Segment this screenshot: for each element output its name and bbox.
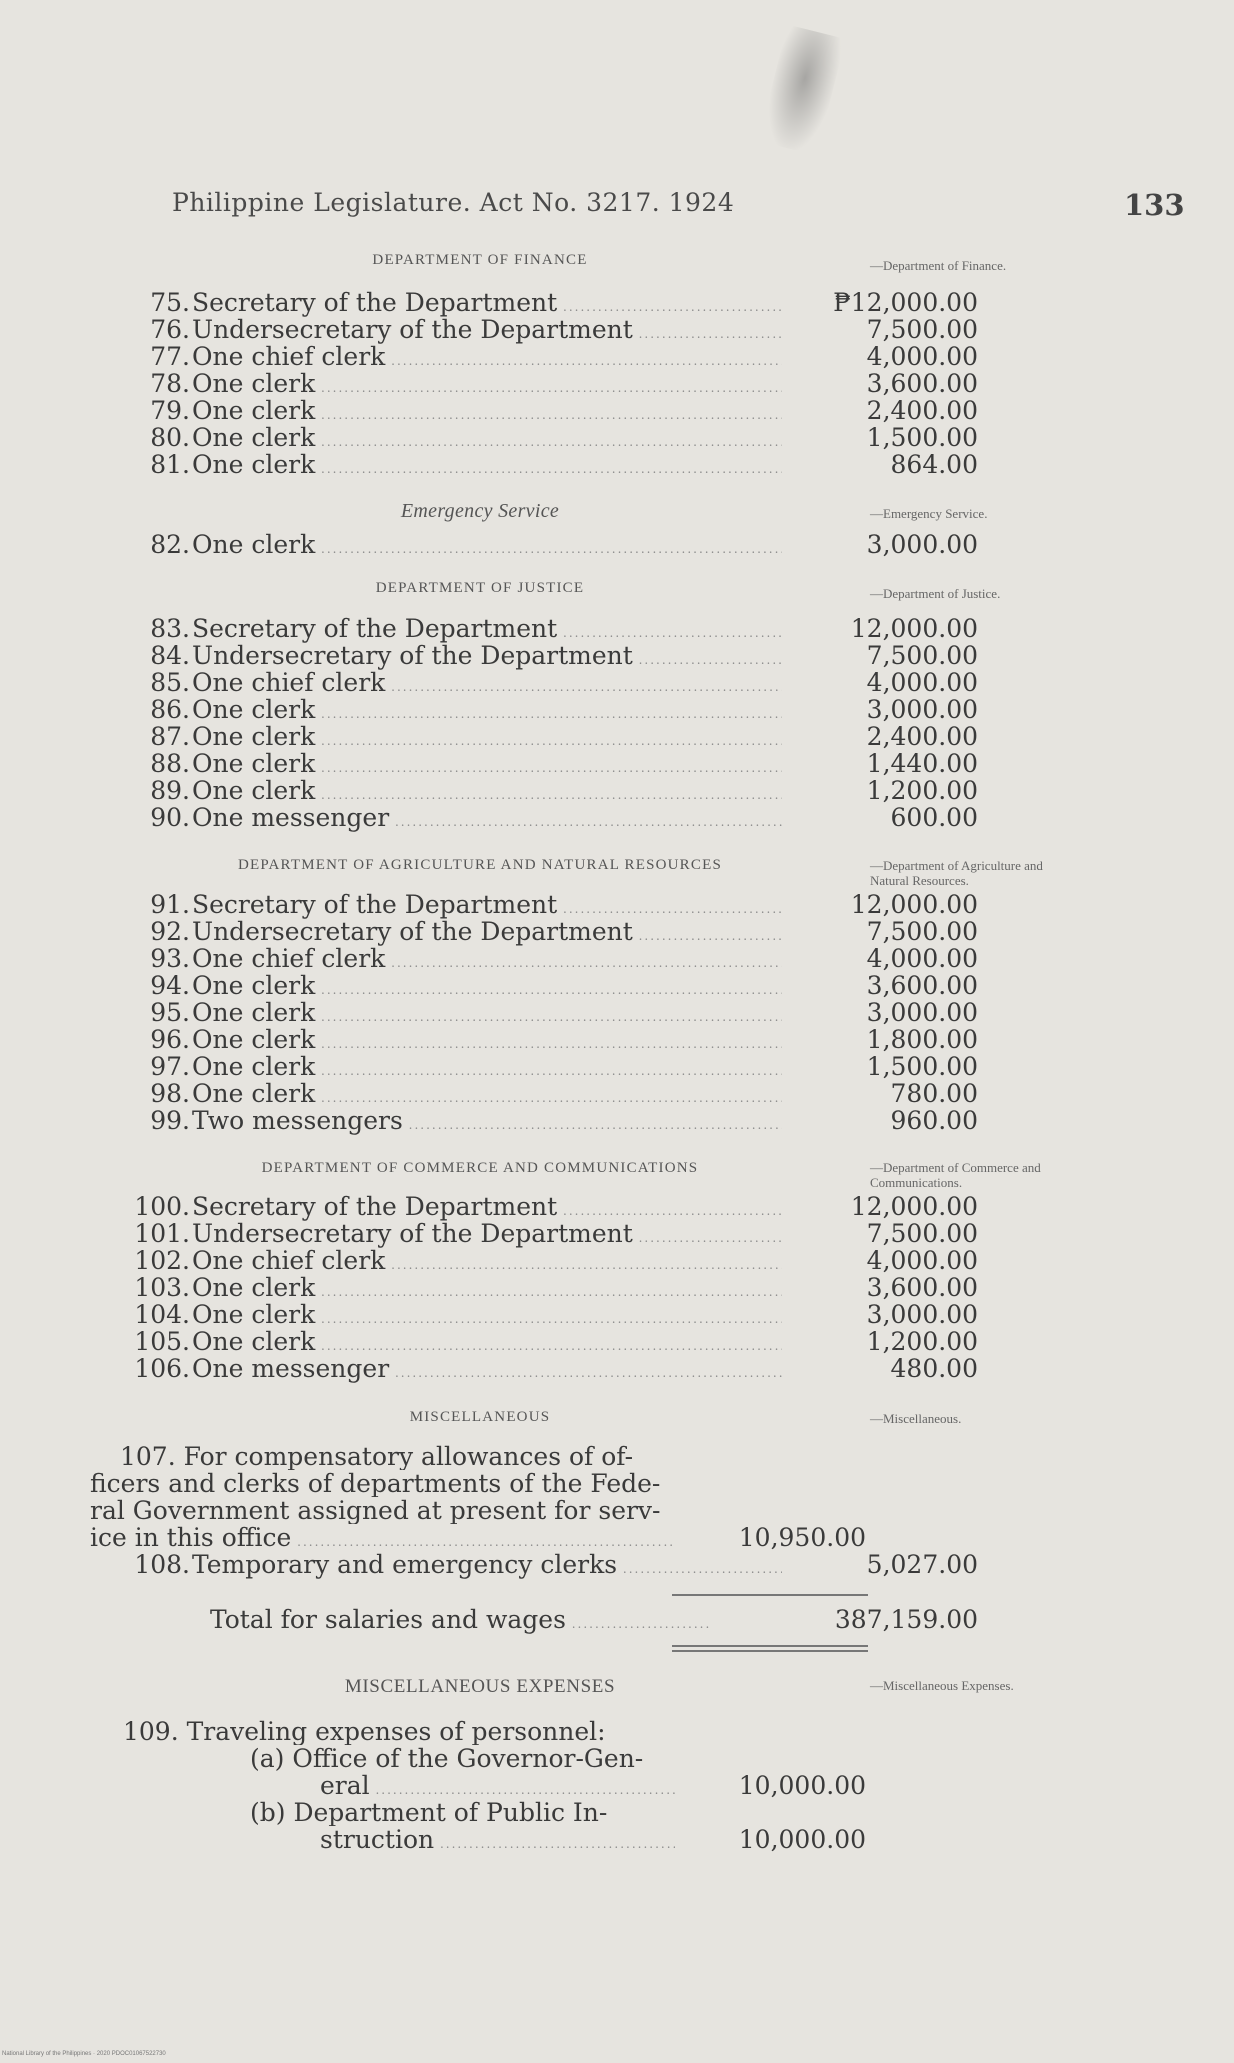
table-row	[110, 1273, 978, 1302]
item-number: 91.	[150, 890, 190, 919]
table-row	[110, 1052, 978, 1081]
total-label: Total for salaries and wages .....	[210, 1606, 710, 1638]
item-amount: 12,000.00	[850, 614, 978, 643]
item-number: 96.	[150, 1025, 190, 1054]
item-number: 92.	[150, 917, 190, 946]
item-number: 89.	[150, 776, 190, 805]
table-row	[110, 342, 978, 371]
item-amount: 12,000.00	[850, 1192, 978, 1221]
item-description: Secretary of the Department .....	[192, 891, 782, 923]
item-number: 90.	[150, 803, 190, 832]
table-row	[110, 1354, 978, 1383]
item-amount: 864.00	[890, 450, 978, 479]
item-description: One chief clerk .....	[192, 343, 782, 375]
item-amount: 10,000.00	[738, 1771, 866, 1800]
table-row	[110, 1025, 978, 1054]
table-row	[110, 1106, 978, 1135]
item-number: 105.	[134, 1327, 190, 1356]
item-description: Undersecretary of the Department .....	[192, 1220, 782, 1252]
item-amount: 3,000.00	[866, 998, 978, 1027]
item-number: 80.	[150, 423, 190, 452]
item-description: One clerk .....	[192, 451, 782, 483]
table-row	[110, 423, 978, 452]
item-109-paragraph	[90, 1718, 675, 1853]
item-description: Undersecretary of the Department .....	[192, 316, 782, 348]
table-row	[110, 803, 978, 832]
item-number: 106.	[134, 1354, 190, 1383]
item-amount: 600.00	[890, 803, 978, 832]
paragraph-line: eral .....	[90, 1772, 675, 1799]
item-number: 76.	[150, 315, 190, 344]
item-amount: 480.00	[890, 1354, 978, 1383]
item-amount: 1,500.00	[866, 423, 978, 452]
paragraph-line: struction .....	[90, 1826, 675, 1853]
item-description: One chief clerk .....	[192, 1247, 782, 1279]
item-107-paragraph	[90, 1443, 675, 1551]
item-number: 97.	[150, 1052, 190, 1081]
item-description: One clerk .....	[192, 972, 782, 1004]
item-number: 100.	[134, 1192, 190, 1221]
section-heading-miscellaneous: MISCELLANEOUS	[409, 1409, 551, 1425]
item-description: One clerk .....	[192, 424, 782, 456]
table-row	[110, 396, 978, 425]
item-number: 79.	[150, 396, 190, 425]
item-description: One clerk .....	[192, 750, 782, 782]
section-heading-finance: DEPARTMENT OF FINANCE	[372, 252, 588, 268]
item-amount: 10,000.00	[738, 1825, 866, 1854]
item-amount: 4,000.00	[866, 668, 978, 697]
paragraph-line: (a) Office of the Governor-Gen-	[250, 1745, 644, 1772]
item-amount: 3,600.00	[866, 971, 978, 1000]
page-number: 133	[1124, 188, 1185, 222]
table-row	[110, 1079, 978, 1108]
item-number: 84.	[150, 641, 190, 670]
item-amount: 7,500.00	[866, 315, 978, 344]
item-number: 87.	[150, 722, 190, 751]
item-number: 108.	[134, 1550, 190, 1579]
table-row	[110, 369, 978, 398]
table-row	[110, 1219, 978, 1248]
item-description: Temporary and emergency clerks .....	[192, 1551, 782, 1583]
table-row	[110, 288, 978, 317]
item-amount: 4,000.00	[866, 944, 978, 973]
table-row	[110, 944, 978, 973]
running-header: Philippine Legislature. Act No. 3217. 1924	[172, 188, 735, 217]
item-amount: 5,027.00	[866, 1550, 978, 1579]
item-amount: 3,000.00	[866, 695, 978, 724]
item-description: One clerk .....	[192, 1053, 782, 1085]
paragraph-line: 109. Traveling expenses of personnel:	[123, 1718, 606, 1745]
ink-smudge	[758, 25, 845, 156]
item-description: One clerk .....	[192, 1026, 782, 1058]
table-row	[110, 917, 978, 946]
table-row	[110, 695, 978, 724]
item-number: 85.	[150, 668, 190, 697]
item-amount: 4,000.00	[866, 342, 978, 371]
item-amount: 1,200.00	[866, 1327, 978, 1356]
section-heading-emergency: Emergency Service	[400, 500, 560, 522]
item-description: Undersecretary of the Department .....	[192, 642, 782, 674]
total-row	[130, 1605, 978, 1634]
item-number: 77.	[150, 342, 190, 371]
item-description: One clerk .....	[192, 999, 782, 1031]
table-row	[110, 668, 978, 697]
item-number: 78.	[150, 369, 190, 398]
item-amount: 7,500.00	[866, 917, 978, 946]
item-description: Secretary of the Department .....	[192, 615, 782, 647]
item-description: Secretary of the Department .....	[192, 289, 782, 321]
item-description: One clerk .....	[192, 531, 782, 563]
item-amount: 3,000.00	[866, 530, 978, 559]
item-amount: 7,500.00	[866, 641, 978, 670]
item-description: One clerk .....	[192, 1274, 782, 1306]
margin-note-finance: —Department of Finance.	[870, 258, 1007, 273]
section-heading-commerce: DEPARTMENT OF COMMERCE AND COMMUNICATIONS	[261, 1160, 699, 1176]
item-number: 75.	[150, 288, 190, 317]
item-description: One clerk .....	[192, 723, 782, 755]
scan-footer: National Library of the Philippines · 2020 PDOC01067522730	[2, 2051, 166, 2057]
section-heading-justice: DEPARTMENT OF JUSTICE	[375, 580, 585, 596]
total-amount: 387,159.00	[834, 1605, 978, 1634]
margin-note-agriculture: —Department of Agriculture and Natural Resources.	[870, 858, 1043, 888]
paragraph-line: ice in this office .....	[90, 1524, 675, 1551]
item-description: One messenger .....	[192, 804, 782, 836]
item-amount: 780.00	[890, 1079, 978, 1108]
table-row	[110, 450, 978, 479]
item-description: One clerk .....	[192, 1080, 782, 1112]
item-description: One chief clerk .....	[192, 945, 782, 977]
item-description: One clerk .....	[192, 696, 782, 728]
table-row	[110, 530, 978, 559]
item-description: One clerk .....	[192, 397, 782, 429]
item-description: One clerk .....	[192, 1328, 782, 1360]
item-description: Secretary of the Department .....	[192, 1193, 782, 1225]
item-number: 94.	[150, 971, 190, 1000]
item-amount: 4,000.00	[866, 1246, 978, 1275]
item-amount: 1,440.00	[866, 749, 978, 778]
table-row	[110, 776, 978, 805]
table-row	[110, 998, 978, 1027]
table-row	[110, 890, 978, 919]
item-number: 88.	[150, 749, 190, 778]
margin-note-miscellaneous: —Miscellaneous.	[870, 1411, 962, 1426]
paragraph-line: 107. For compensatory allowances of of-	[120, 1443, 634, 1470]
item-description: One clerk .....	[192, 370, 782, 402]
item-description: One chief clerk .....	[192, 669, 782, 701]
item-number: 82.	[150, 530, 190, 559]
item-amount: 960.00	[890, 1106, 978, 1135]
margin-note-misc-expenses: —Miscellaneous Expenses.	[870, 1678, 1014, 1693]
margin-note-commerce: —Department of Commerce and Communications.	[870, 1160, 1041, 1190]
item-number: 98.	[150, 1079, 190, 1108]
item-number: 83.	[150, 614, 190, 643]
table-row	[110, 1192, 978, 1221]
item-description: Undersecretary of the Department .....	[192, 918, 782, 950]
item-number: 104.	[134, 1300, 190, 1329]
item-number: 86.	[150, 695, 190, 724]
table-row	[110, 614, 978, 643]
item-description: Two messengers .....	[192, 1107, 782, 1139]
item-amount: 3,600.00	[866, 369, 978, 398]
section-heading-agriculture: DEPARTMENT OF AGRICULTURE AND NATURAL RESOURCES	[237, 857, 723, 873]
table-row	[110, 722, 978, 751]
paragraph-line: ral Government assigned at present for serv-	[90, 1497, 661, 1524]
item-amount: 3,000.00	[866, 1300, 978, 1329]
section-heading-misc-expenses: MISCELLANEOUS EXPENSES	[344, 1676, 616, 1697]
paragraph-line: (b) Department of Public In-	[250, 1799, 608, 1826]
table-row	[110, 1246, 978, 1275]
item-number: 102.	[134, 1246, 190, 1275]
table-row	[110, 641, 978, 670]
table-row	[110, 315, 978, 344]
item-amount: 1,800.00	[866, 1025, 978, 1054]
item-number: 81.	[150, 450, 190, 479]
total-double-rule	[672, 1645, 868, 1652]
table-row	[110, 1300, 978, 1329]
paragraph-line: ficers and clerks of departments of the Fede-	[90, 1470, 661, 1497]
item-number: 101.	[134, 1219, 190, 1248]
item-amount: 1,200.00	[866, 776, 978, 805]
subtotal-rule	[672, 1594, 868, 1596]
item-number: 103.	[134, 1273, 190, 1302]
item-number: 99.	[150, 1106, 190, 1135]
item-number: 93.	[150, 944, 190, 973]
item-amount: 12,000.00	[850, 890, 978, 919]
item-amount: 1,500.00	[866, 1052, 978, 1081]
item-number: 95.	[150, 998, 190, 1027]
item-amount: ₱12,000.00	[833, 288, 978, 317]
margin-note-justice: —Department of Justice.	[870, 586, 1001, 601]
item-description: One clerk .....	[192, 1301, 782, 1333]
item-amount: 3,600.00	[866, 1273, 978, 1302]
table-row	[110, 1327, 978, 1356]
item-amount: 7,500.00	[866, 1219, 978, 1248]
item-amount: 2,400.00	[866, 396, 978, 425]
item-amount: 10,950.00	[738, 1523, 866, 1552]
item-amount: 2,400.00	[866, 722, 978, 751]
table-row	[110, 749, 978, 778]
item-description: One clerk .....	[192, 777, 782, 809]
table-row	[110, 971, 978, 1000]
margin-note-emergency: —Emergency Service.	[870, 506, 988, 521]
table-row	[110, 1550, 978, 1579]
item-description: One messenger .....	[192, 1355, 782, 1387]
